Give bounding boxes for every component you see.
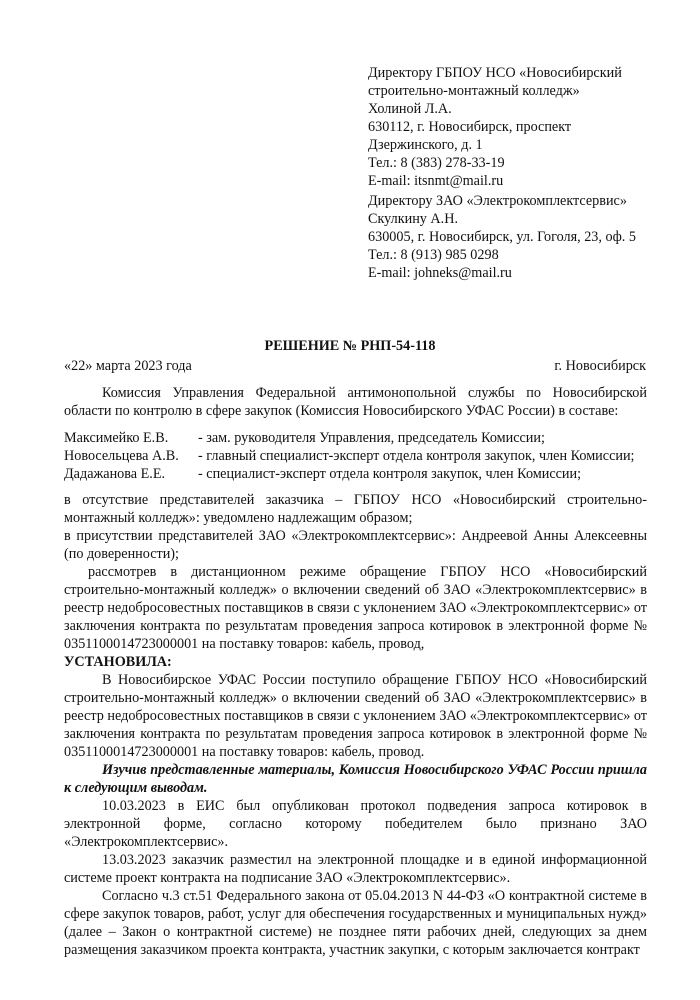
established-heading: УСТАНОВИЛА: (64, 654, 172, 670)
decision-body (64, 384, 647, 959)
body-paragraph: В Новосибирское УФАС России поступило обращение ГБПОУ НСО «Новосибирский строительно-монтажный колледж» о включении сведений об ЗАО «Электрокомплектсервис» в реестр недобросовестных поставщиков в связи с уклонением ЗАО «Электрокомплектсервис» от заключения контракта по результатам проведения запроса котировок в электронной форме № 0351100014723000001 на поставку товаров: кабель, провод. (64, 672, 647, 760)
member-row (64, 447, 647, 465)
addressee-line: Дзержинского, д. 1 (368, 137, 483, 153)
body-paragraph: 10.03.2023 в ЕИС был опубликован протокол подведения запроса котировок в электронной форме, согласно которому победителем было признано ЗАО «Электрокомплектсервис». (64, 798, 647, 850)
addressee-company (368, 192, 668, 282)
addressee-email: E-mail: itsnmt@mail.ru (368, 173, 504, 189)
body-paragraph: Согласно ч.3 ст.51 Федерального закона от 05.04.2013 N 44-ФЗ «О контрактной системе в сфере закупок товаров, работ, услуг для обеспечения государственных и муниципальных нужд» (далее – Закон о контрактной системе) не позднее пяти рабочих дней, следующих за днем размещения заказчиком проекта контракта, участник закупки, с которым заключается контракт (64, 888, 647, 958)
intro-paragraph: Комиссия Управления Федеральной антимонопольной службы по Новосибирской области по контролю в сфере закупок (Комиссия Новосибирского УФАС России) в составе: (64, 385, 647, 419)
decision-city: г. Новосибирск (554, 358, 646, 374)
presence-paragraph: в присутствии представителей ЗАО «Электрокомплектсервис»: Андреевой Анны Алексеевны (по доверенности); (64, 528, 647, 562)
absence-paragraph: в отсутствие представителей заказчика – ГБПОУ НСО «Новосибирский строительно-монтажный колледж»: уведомлено надлежащим образом; (64, 492, 647, 526)
addressee-line: 630005, г. Новосибирск, ул. Гоголя, 23, оф. 5 (368, 229, 636, 245)
addressee-line: Директору ГБПОУ НСО «Новосибирский (368, 65, 622, 81)
addressee-line: Тел.: 8 (913) 985 0298 (368, 247, 499, 263)
findings-intro: Изучив представленные материалы, Комиссия Новосибирского УФАС России пришла к следующим выводам. (64, 762, 647, 796)
addressee-line: Директору ЗАО «Электрокомплектсервис» (368, 193, 627, 209)
addressee-line: строительно-монтажный колледж» (368, 83, 580, 99)
member-row (64, 429, 647, 447)
addressee-college (368, 64, 668, 190)
member-name: Новосельцева А.В. (64, 448, 179, 464)
member-name: Максимейко Е.В. (64, 430, 169, 446)
member-name: Дадажанова Е.Е. (64, 466, 166, 482)
member-role: - специалист-эксперт отдела контроля закупок, член Комиссии; (198, 466, 582, 482)
member-role: - главный специалист-эксперт отдела контроля закупок, член Комиссии; (198, 448, 635, 464)
commission-members (64, 429, 647, 483)
addressee-line: Холиной Л.А. (368, 101, 452, 117)
considered-paragraph: рассмотрев в дистанционном режиме обращение ГБПОУ НСО «Новосибирский строительно-монтажный колледж» о включении сведений об ЗАО «Электрокомплектсервис» в реестр недобросовестных поставщиков в связи с уклонением ЗАО «Электрокомплектсервис» от заключения контракта по результатам проведения запроса котировок в электронной форме № 0351100014723000001 на поставку товаров: кабель, провод, (64, 564, 647, 652)
decision-date: «22» марта 2023 года (64, 358, 192, 374)
addressee-email: E-mail: johneks@mail.ru (368, 265, 512, 281)
addressee-line: Скулкину А.Н. (368, 211, 459, 227)
addressee-line: Тел.: 8 (383) 278-33-19 (368, 155, 505, 171)
date-line (64, 357, 646, 375)
body-paragraph: 13.03.2023 заказчик разместил на электронной площадке и в единой информационной системе проект контракта на подписание ЗАО «Электрокомплектсервис». (64, 852, 647, 886)
decision-title: РЕШЕНИЕ № РНП-54-118 (264, 338, 436, 354)
member-row (64, 465, 647, 483)
addressee-line: 630112, г. Новосибирск, проспект (368, 119, 572, 135)
member-role: - зам. руководителя Управления, председатель Комиссии; (198, 430, 545, 446)
